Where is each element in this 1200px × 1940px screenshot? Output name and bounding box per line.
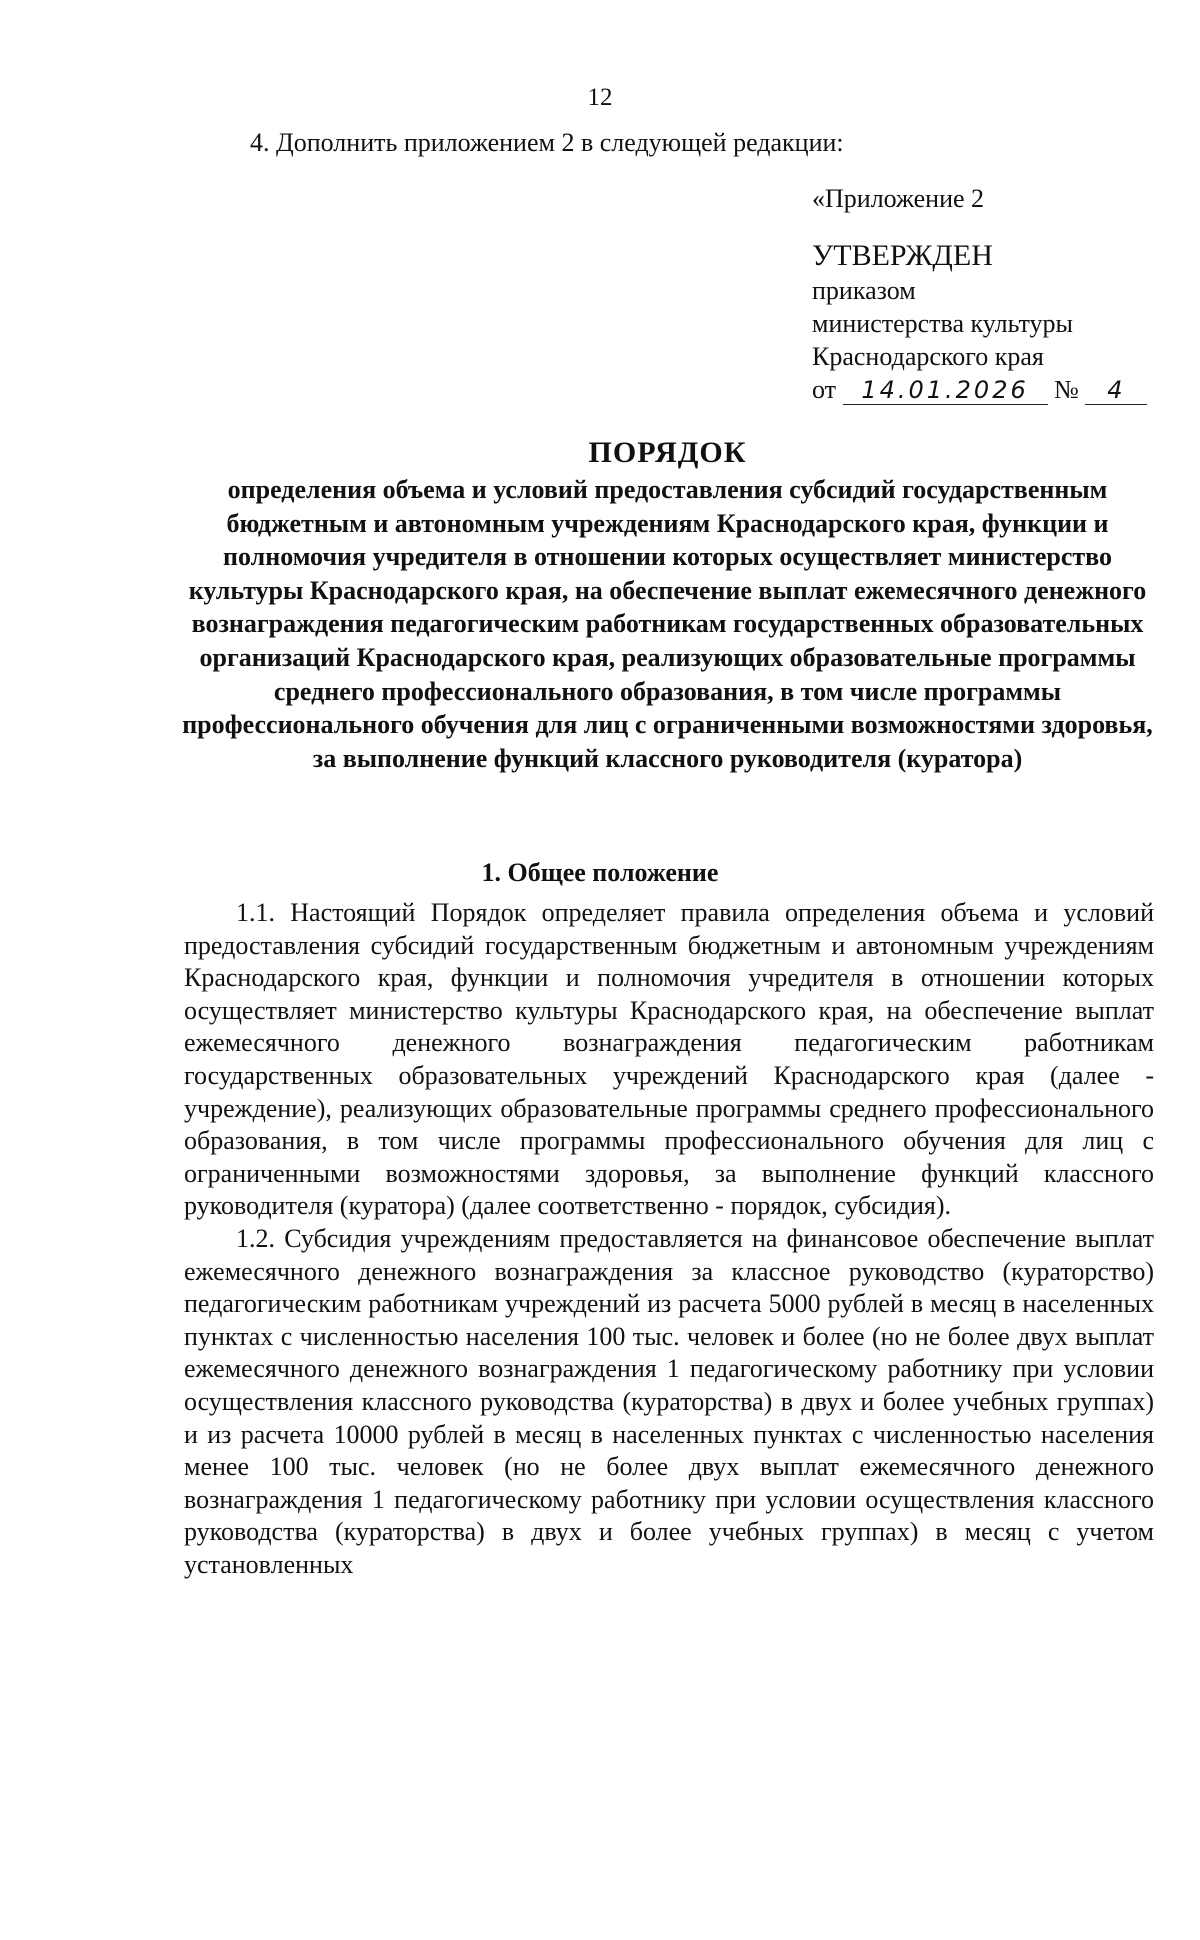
- document-title-block: [180, 435, 1155, 775]
- approved-label: УТВЕРЖДЕН: [812, 239, 993, 272]
- approval-stamp-block: [812, 182, 1172, 406]
- date-prefix: от: [812, 375, 837, 404]
- document-title: ПОРЯДОК: [588, 436, 747, 469]
- approval-line-ministry: министерства культуры: [812, 309, 1073, 338]
- body-text: [184, 897, 1154, 1940]
- handwritten-number: 4: [1085, 376, 1147, 405]
- number-sign: №: [1054, 375, 1079, 404]
- document-subtitle: определения объема и условий предоставления субсидий государственным бюджетным и автономным учреждениям Краснодарского края, функции и полномочия учредителя в отношении которых осуществляет министерство культуры Краснодарского края, на обеспечение выплат ежемесячного денежного вознаграждения педагогическим работникам государственных образовательных организаций Краснодарского края, реализующих образовательные программы среднего профессионального образования, в том числе программы профессионального обучения для лиц с ограниченными возможностями здоровья, за выполнение функций классного руководителя (куратора): [182, 475, 1153, 773]
- section-heading: 1. Общее положение: [481, 858, 719, 887]
- handwritten-date: 14.01.2026: [843, 376, 1048, 405]
- approval-line-region: Краснодарского края: [812, 342, 1044, 371]
- amendment-intro: 4. Дополнить приложением 2 в следующей редакции:: [250, 128, 844, 157]
- appendix-label: «Приложение 2: [812, 184, 985, 213]
- page-number: 12: [587, 84, 613, 111]
- paragraph-1-2: 1.2. Субсидия учреждениям предоставляется на финансовое обеспечение выплат ежемесячного денежного вознаграждения за классное руководство (кураторство) педагогическим работникам учреждений из расчета 5000 рублей в месяц в населенных пунктах с численностью населения 100 тыс. человек и более (но не более двух выплат ежемесячного денежного вознаграждения 1 педагогическому работнику при условии осуществления классного руководства (кураторства) в двух и более учебных группах) и из расчета 10000 рублей в месяц в населенных пунктах с численностью населения менее 100 тыс. человек (но не более двух выплат ежемесячного денежного вознаграждения 1 педагогическому работнику при условии осуществления классного руководства (кураторства) в двух и более учебных группах) в месяц с учетом установленных: [184, 1223, 1154, 1579]
- paragraph-1-1: 1.1. Настоящий Порядок определяет правила определения объема и условий предоставления субсидий государственным бюджетным и автономным учреждениям Краснодарского края, функции и полномочия учредителя в отношении которых осуществляет министерство культуры Краснодарского края, на обеспечение выплат ежемесячного денежного вознаграждения педагогическим работникам государственных образовательных учреждений Краснодарского края (далее - учреждение), реализующих образовательные программы среднего профессионального образования, в том числе программы профессионального обучения для лиц с ограниченными возможностями здоровья, за выполнение функций классного руководителя (куратора) (далее соответственно - порядок, субсидия).: [184, 898, 1154, 1221]
- approval-date-line: [812, 373, 1172, 406]
- approval-line-order: приказом: [812, 276, 916, 305]
